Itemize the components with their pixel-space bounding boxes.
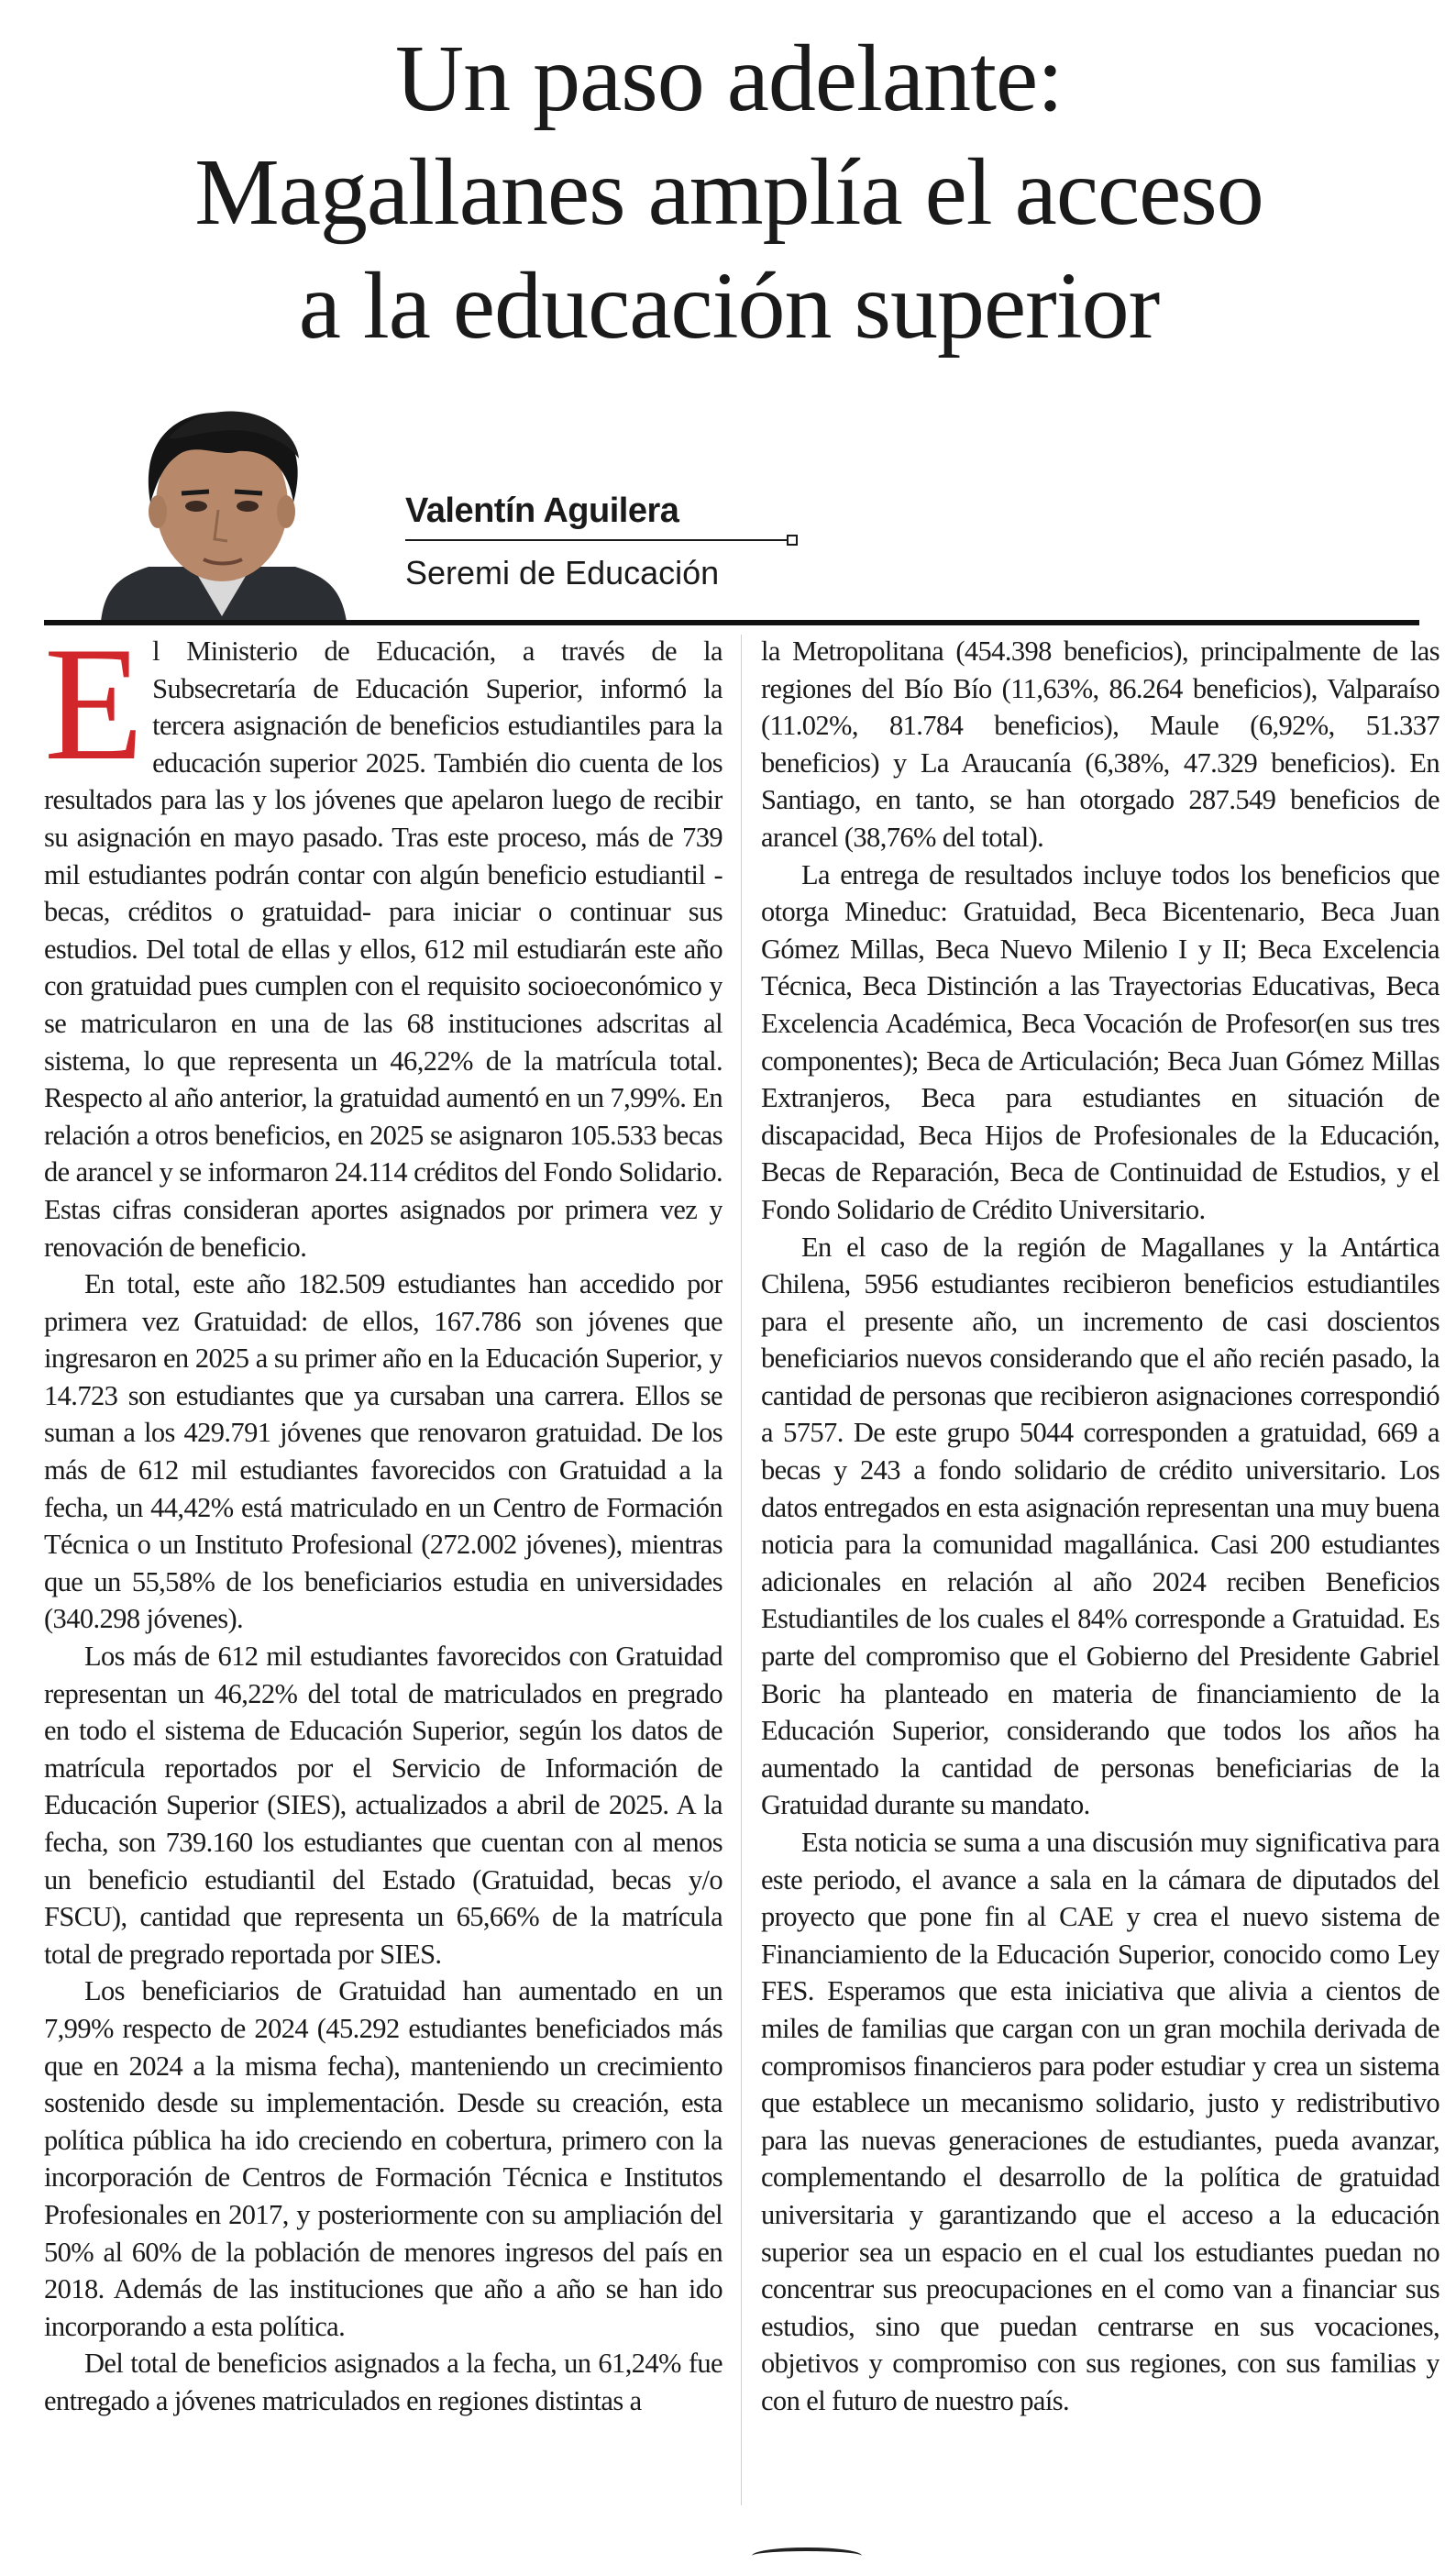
paragraph-6: La entrega de resultados incluye todos los beneficios que otorga Mineduc: Gratuidad, Beca Bicentenario, Beca Juan Gómez Millas, Beca Nuevo Milenio I y II; Beca Excelencia Técnica, Beca Distinción a las Trayectorias Educativas, Beca Excelencia Académica, Beca Vocación de Profesor(en sus tres componentes); Beca de Articulación; Beca Juan Gómez Millas Extranjeros, Beca para estudiantes en situación de discapacidad, Beca Hijos de Profesionales de la Educación, Becas de Reparación, Beca de Continuidad de Estudios, y el Fondo Solidario de Crédito Universitario. <box>761 858 1439 1225</box>
headline-line-3: a la educación superior <box>298 253 1160 359</box>
author-rule-end-square <box>787 535 798 546</box>
author-rule-divider <box>405 539 790 541</box>
paragraph-5-continued: la Metropolitana (454.398 beneficios), principalmente de las regiones del Bío Bío (11,63%, 86.264 beneficios), Valparaíso (11.02%, 81.784 beneficios), Maule (6,92%, 51.337 beneficios) y La Araucanía (6,38%, 47.329 beneficios). En Santiago, en tanto, se han otorgado 287.549 beneficios de arancel (38,76% del total). <box>761 635 1439 853</box>
author-role: Seremi de Educación <box>405 554 720 591</box>
column-divider <box>741 635 742 2505</box>
paragraph-7: En el caso de la región de Magallanes y la Antártica Chilena, 5956 estudiantes recibieron beneficios estudiantiles para el presente año, un incremento de casi doscientos beneficiarios nuevos considerando que el año recién pasado, la cantidad de personas que recibieron asignaciones correspondió a 5757. De este grupo 5044 corresponden a gratuidad, 669 a becas y 243 a fondo solidario de crédito universitario. Los datos entregados en esta asignación representan una muy buena noticia para la comunidad magallánica. Casi 200 estudiantes adicionales en relación al año 2024 reciben Beneficios Estudiantiles de los cuales el 84% corresponde a Gratuidad. Es parte del compromiso que el Gobierno del Presidente Gabriel Boric ha planteado en materia de financiamiento de la Educación Superior, considerando que todos los años ha aumentado la cantidad de personas beneficiarias de la Gratuidad durante su mandato. <box>761 1231 1439 1821</box>
paragraph-3: Los más de 612 mil estudiantes favorecidos con Gratuidad representan un 46,22% del total de matriculados en pregrado en todo el sistema de Educación Superior, según los datos de matrícula reportados por el Servicio de Información de Educación Superior (SIES), actualizados a abril de 2025. A la fecha, son 739.160 los estudiantes que cuentan con al menos un beneficio estudiantil del Estado (Gratuidad, becas y/o FSCU), cantidad que representa un 65,66% de la matrícula total de pregrado reportada por SIES. <box>44 1641 722 1970</box>
drop-cap: E <box>44 633 144 794</box>
paragraph-2: En total, este año 182.509 estudiantes han accedido por primera vez Gratuidad: de ellos, 167.786 son jóvenes que ingresaron en 2025 a su primer año en la Educación Superior, y 14.723 son estudiantes que ya cursaban una carrera. Ellos se suman a los 429.791 jóvenes que renovaron gratuidad. De los más de 612 mil estudiantes favorecidos con Gratuidad a la fecha, un 44,42% está matriculado en un Centro de Formación Técnica o un Instituto Profesional (272.002 jóvenes), mientras que un 55,58% de los beneficiarios estudia en universidades (340.298 jóvenes). <box>44 1268 722 1635</box>
paragraph-1 <box>44 633 722 1265</box>
author-name: Valentín Aguilera <box>405 492 679 530</box>
author-photo <box>84 403 359 622</box>
paragraph-4: Los beneficiarios de Gratuidad han aumentado en un 7,99% respecto de 2024 (45.292 estudiantes beneficiados más que en 2024 a la misma fecha), manteniendo un crecimiento sostenido desde su implementación. Desde su creación, esta política pública ha ido creciendo en cobertura, primero con la incorporación de Centros de Formación Técnica e Institutos Profesionales en 2017, y posteriormente con su ampliación del 50% al 60% de la población de menores ingresos del país en 2018. Además de las instituciones que año a año se han ido incorporando a esta política. <box>44 1975 722 2342</box>
column-top-rule <box>44 620 1419 625</box>
headline-line-2: Magallanes amplía el acceso <box>194 139 1263 245</box>
page-bottom-ornament <box>752 2547 862 2564</box>
headline-line-1: Un paso adelante: <box>394 26 1064 131</box>
paragraph-1-text: l Ministerio de Educación, a través de la Subsecretaría de Educación Superior, informó la tercera asignación de beneficios estudiantiles para la educación superior 2025. También dio cuenta de los resultados para las y los jóvenes que apelaron luego de recibir su asignación en mayo pasado. Tras este proceso, más de 739 mil estudiantes podrán contar con algún beneficio estudiantil -becas, créditos o gratuidad- para iniciar o continuar sus estudios. Del total de ellas y ellos, 612 mil estudiarán este año con gratuidad pues cumplen con el requisito socioeconómico y se matricularon en una de las 68 instituciones adscritas al sistema, lo que representa un 46,22% de la matrícula total. Respecto al año anterior, la gratuidad aumentó en un 7,99%. En relación a otros beneficios, en 2025 se asignaron 105.533 becas de arancel y se informaron 24.114 créditos del Fondo Solidario. Estas cifras consideran aportes asignados por primera vez y renovación de beneficio. <box>44 635 722 1263</box>
article-headline <box>28 22 1430 363</box>
article-column-right <box>761 633 1439 2540</box>
paragraph-5: Del total de beneficios asignados a la fecha, un 61,24% fue entregado a jóvenes matriculados en regiones distintas a <box>44 2348 722 2416</box>
paragraph-8: Esta noticia se suma a una discusión muy significativa para este periodo, el avance a sala en la cámara de diputados del proyecto que pone fin al CAE y crea el nuevo sistema de Financiamiento de la Educación Superior, conocido como Ley FES. Esperamos que esta iniciativa que alivia a cientos de miles de familias que cargan con un gran mochila derivada de compromisos financieros para poder estudiar y crea un sistema que establece un mecanismo solidario, justo y redistributivo para las nuevas generaciones de estudiantes, pueda avanzar, complementando el desarrollo de la política de gratuidad universitaria y garantizando que el acceso a la educación superior sea un espacio en el cual los estudiantes puedan no concentrar sus preocupaciones en el como van a financiar sus estudios, sino que puedan centrarse en sus vocaciones, objetivos y compromiso con sus regiones, con sus familias y con el futuro de nuestro país. <box>761 1827 1439 2416</box>
article-column-left <box>44 633 722 2540</box>
